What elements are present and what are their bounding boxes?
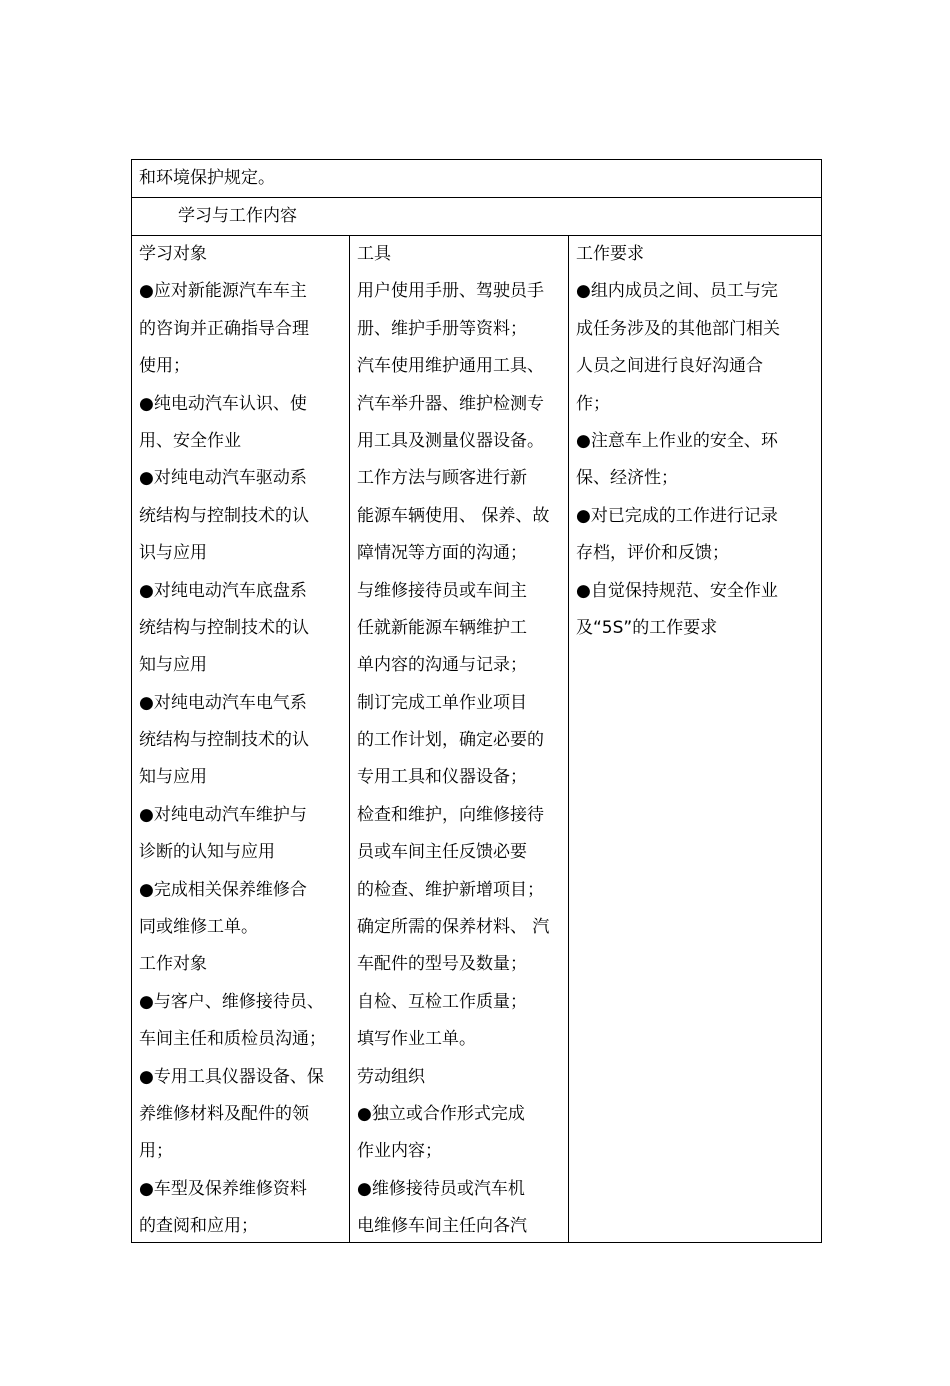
table-row-section-title: 学习与工作内容 [132,198,821,236]
cell-line: 诊断的认知与应用 [139,842,275,863]
cell-line: 员或车间主任反馈必要 [357,842,527,863]
cell-line: ●维修接待员或汽车机 [357,1178,525,1199]
cell-line: 用、安全作业 [139,430,241,451]
table-columns [132,236,821,1242]
cell-line: 存档，评价和反馈； [576,543,729,564]
cell-line: 统结构与控制技术的认 [139,505,309,526]
cell-line: ●专用工具仪器设备、保 [139,1066,324,1087]
cell-line: 确定所需的保养材料、 汽 [357,917,550,938]
cell-line: 检查和维护，向维修接待 [357,804,544,825]
cell-line: 及“5S”的工作要求 [576,617,718,638]
cell-line: 汽车使用维护通用工具、 [357,356,544,377]
cell-line: ●完成相关保养维修合 [139,879,307,900]
cell-line: 知与应用 [139,767,207,788]
cell-line: 使用； [139,356,190,377]
table-row-continuation: 和环境保护规定。 [132,160,821,198]
cell-line: 单内容的沟通与记录； [357,655,527,676]
cell-line: 统结构与控制技术的认 [139,730,309,751]
cell-line: 填写作业工单。 [357,1029,476,1050]
cell-line: 工作要求 [576,244,644,264]
cell-line: 车间主任和质检员沟通； [139,1029,326,1050]
column-study-objects [132,236,350,1242]
cell-line: ●对纯电动汽车驱动系 [139,468,307,489]
cell-line: 制订完成工单作业项目 [357,692,527,713]
cell-line: ●对已完成的工作进行记录 [576,505,778,526]
column-tools [350,236,569,1242]
cell-line: ●对纯电动汽车维护与 [139,804,307,825]
cell-line: 统结构与控制技术的认 [139,617,309,638]
cell-line: 用户使用手册、驾驶员手 [357,281,544,302]
cell-line: 保、经济性； [576,468,678,489]
cell-line: 的工作计划，确定必要的 [357,730,544,751]
cell-line: 知与应用 [139,655,207,676]
cell-line: 识与应用 [139,543,207,564]
cell-line: 能源车辆使用、 保养、故 [357,505,550,526]
cell-line: 同或维修工单。 [139,917,258,938]
cell-line: ●与客户、维修接待员、 [139,991,324,1012]
cell-line: 专用工具和仪器设备； [357,767,527,788]
cell-line: 工具 [357,244,391,264]
cell-line: ●独立或合作形式完成 [357,1103,525,1124]
cell-line: ●组内成员之间、员工与完 [576,281,778,302]
cell-line: 任就新能源车辆维护工 [357,617,527,638]
cell-line: 册、维护手册等资料； [357,318,527,339]
cell-line: 学习对象 [139,244,207,264]
cell-line: 的检查、维护新增项目； [357,879,544,900]
cell-line: 工作对象 [139,954,207,975]
cell-line: 劳动组织 [357,1066,425,1087]
cell-line: 作； [576,393,610,414]
cell-line: 汽车举升器、维护检测专 [357,393,544,414]
cell-line: 的咨询并正确指导合理 [139,318,309,339]
cell-line: 养维修材料及配件的领 [139,1103,309,1124]
column-work-requirements [569,236,821,1242]
cell-line: ●应对新能源汽车车主 [139,281,307,302]
cell-line: 自检、互检工作质量； [357,991,527,1012]
cell-line: ●对纯电动汽车电气系 [139,692,307,713]
cell-line: ●自觉保持规范、安全作业 [576,580,778,601]
cell-line: 与维修接待员或车间主 [357,580,527,601]
cell-line: 障情况等方面的沟通； [357,543,527,564]
cell-line: 工作方法与顾客进行新 [357,468,527,489]
cell-line: ●纯电动汽车认识、使 [139,393,307,414]
cell-line: 的查阅和应用； [139,1216,258,1237]
cell-line: 人员之间进行良好沟通合 [576,356,763,377]
cell-line: 成任务涉及的其他部门相关 [576,318,780,339]
cell-line: 电维修车间主任向各汽 [357,1216,527,1237]
cell-line: 用； [139,1141,173,1162]
cell-line: 车配件的型号及数量； [357,954,527,975]
content-table [131,159,822,1243]
cell-line: 用工具及测量仪器设备。 [357,430,544,451]
cell-line: 作业内容； [357,1141,442,1162]
cell-line: ●注意车上作业的安全、环 [576,430,778,451]
cell-line: ●对纯电动汽车底盘系 [139,580,307,601]
cell-line: ●车型及保养维修资料 [139,1178,307,1199]
